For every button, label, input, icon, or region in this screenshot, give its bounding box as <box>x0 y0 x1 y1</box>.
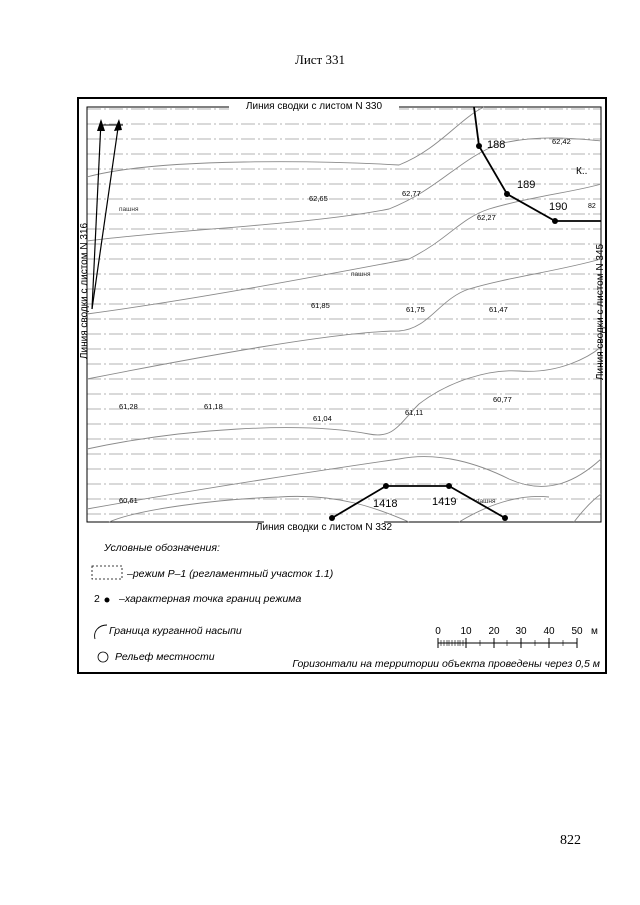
scale-tick: 10 <box>460 626 472 637</box>
legend-item-zone: –режим Р–1 (регламентный участок 1.1) <box>127 568 334 580</box>
edge-label-bottom: Линия сводки с листом N 332 <box>255 522 393 533</box>
elevation-mark: 61,28 <box>119 402 138 411</box>
point-1418-marker <box>383 483 389 489</box>
point-190-marker <box>552 218 558 224</box>
scale-tick: 0 <box>435 626 441 637</box>
edge-mark: 82 <box>588 203 596 210</box>
elevation-mark: 62,42 <box>552 137 571 146</box>
elevation-mark: 62,77 <box>402 189 421 198</box>
page-number: 822 <box>560 833 581 848</box>
topographic-map <box>79 99 609 676</box>
scale-tick: 20 <box>488 626 500 637</box>
point-189-marker <box>504 191 510 197</box>
relief-icon <box>98 652 108 662</box>
elevation-mark: 60,61 <box>119 496 138 505</box>
elevation-mark: 61,85 <box>311 301 330 310</box>
point-dot-icon <box>105 598 110 603</box>
legend-item-point: –характерная точка границ режима <box>119 593 302 605</box>
scale-unit: м <box>591 626 598 637</box>
land-use-label: пашня <box>476 498 496 505</box>
legend-point-number: 2 <box>94 593 100 605</box>
point-edge-marker <box>502 515 508 521</box>
mound-arc-icon <box>95 625 107 639</box>
legend-title: Условные обозначения: <box>104 542 220 554</box>
sheet-title: Лист 331 <box>295 52 345 67</box>
elevation-mark: 61,11 <box>405 408 424 417</box>
legend-item-mound: Граница курганной насыпи <box>109 625 242 637</box>
zone-hatching <box>87 109 601 514</box>
elevation-mark: 62,65 <box>309 194 328 203</box>
point-label: 190 <box>549 201 568 213</box>
edge-label-left: Линия сводки с листом N 316 <box>79 222 90 360</box>
land-use-label: пашня <box>119 206 139 213</box>
scale-tick: 50 <box>571 626 583 637</box>
scale-tick: 40 <box>543 626 555 637</box>
elevation-mark: 61,75 <box>406 305 425 314</box>
zone-box-icon <box>92 566 122 579</box>
point-label: 189 <box>517 179 536 191</box>
edge-label-right: Линия сводки с листом N 345 <box>595 243 606 381</box>
point-label: 188 <box>487 139 506 151</box>
elevation-mark: 61,18 <box>204 402 223 411</box>
corner-mark: К.. <box>576 166 588 177</box>
point-1419-marker <box>446 483 452 489</box>
point-188-marker <box>476 143 482 149</box>
elevation-mark: 62,27 <box>477 213 496 222</box>
point-edge-marker <box>329 515 335 521</box>
scale-bar <box>435 626 598 648</box>
scale-tick: 30 <box>515 626 527 637</box>
edge-label-top: Линия сводки с листом N 330 <box>245 101 383 112</box>
land-use-label: пашня <box>351 271 371 278</box>
elevation-mark: 61,04 <box>313 414 332 423</box>
contour-note: Горизонтали на территории объекта проведены через 0,5 м <box>292 658 600 670</box>
legend-item-relief: Рельеф местности <box>115 651 215 663</box>
point-label: 1418 <box>373 498 398 510</box>
point-label: 1419 <box>432 496 457 508</box>
map-frame <box>77 97 607 674</box>
elevation-mark: 60,77 <box>493 395 512 404</box>
elevation-mark: 61,47 <box>489 305 508 314</box>
